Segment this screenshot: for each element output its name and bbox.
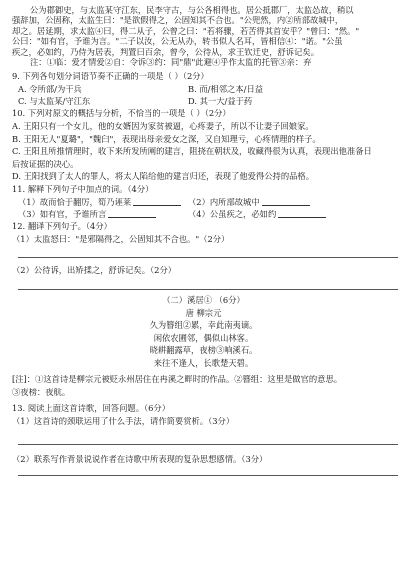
poem-line: 晓耕翻露草，夜榜③响溪石。 [149, 345, 258, 356]
poem-line: 来往不逢人，长歌楚天碧。 [153, 357, 254, 368]
question-10 [12, 109, 395, 185]
fill-item: （4）公虽疾之，必如约 [188, 209, 277, 219]
passage-notes: 注：①临：爱才情爱②自：令诉③约：同"鼎"此避④乎作太监的托管③亲：弃 [30, 57, 312, 67]
translate-item: （1）太监怒曰："是邪隔得之，公固知其不合也。"（2分） [12, 234, 230, 244]
option-c: C. 王阳且所推情理时，收下来所发所阐的建言，阻挠在朝状及，收藏得很为认真，表现出他准备日 [12, 147, 372, 157]
translate-item: （2）公待诉，出矫揉之，舒诉记矣。（2分） [12, 266, 177, 276]
option-b: B. 而/相邻之本/日益 [188, 85, 264, 95]
answer-blank[interactable] [133, 205, 181, 206]
answer-blank[interactable] [278, 217, 326, 218]
fill-item: （2）内所部故城中 [188, 197, 260, 207]
question-11 [12, 185, 395, 222]
answer-line[interactable] [18, 475, 398, 476]
option-row [12, 85, 395, 97]
sub-question: （1）这首诗的颈联运用了什么手法，请作简要赏析。（3分） [12, 417, 235, 427]
passage-line: 疾之，必如约，乃侍为居表，判置曰百余，曾今，公待从，求王钦迁史，舒诉记矣。 [12, 47, 319, 57]
question-stem: 13. 阅读上面这首诗歌，回答问题。（6分） [12, 404, 171, 414]
fill-item: （1）故而恰于翻厉，筍乃诬莱 [18, 197, 132, 207]
fill-row [12, 198, 395, 210]
option-row [12, 97, 395, 109]
option-c: C. 与太监某/守江东 [18, 97, 91, 107]
poem-note: [注]：①这首诗是柳宗元被贬永州居住在冉溪之畔时的作品。②簪组：这里是做官的意思。 [12, 375, 343, 385]
question-stem: 9. 下列各句划分词语节奏不正确的一项是（ ）（2分） [12, 72, 209, 82]
passage-line: 强辞加，公固称，太监生曰："是欲假得之，公固知其不合也。"公兜然，内②所部故城中， [12, 16, 344, 26]
answer-blank[interactable] [262, 205, 310, 206]
poem-line: 闲依农圃邻，偶似山林客。 [153, 332, 254, 343]
option-c-cont: 后按证据的决心。 [12, 159, 79, 169]
answer-blank[interactable] [108, 217, 156, 218]
poem-note: ③夜榜：夜航。 [12, 387, 71, 397]
fill-row [12, 210, 395, 222]
option-a: A. 令所部/为干兵 [18, 85, 82, 95]
question-stem: 12. 翻译下列句子。（4分） [12, 221, 112, 231]
passage-line: 却之。居延期，求太监④曰，得二从子，公曾之曰："若将骤，若苦得其首安乎？"曾曰："然。" [12, 26, 360, 36]
question-stem: 11. 解释下列句子中加点的词。（4分） [12, 184, 154, 194]
question-13 [12, 404, 395, 476]
passage-line: 公为郡御史，与太监某守江东，民李守古，与公各相得也。居公抵郡厂，太监怂故，稍以 [30, 6, 354, 15]
passage-line: 公曰："如有官，予谁为言。"二子以汝，公无从办，转书似人名耳，皆相信④："诺。"公虽 [12, 37, 343, 47]
fill-item: （3）如有官，予谁所言 [18, 209, 107, 219]
poem-line: 久为簪组②累，幸此南夷谪。 [149, 320, 258, 331]
question-stem: 10. 下列对原文的概括与分析，不恰当的一项是（ ）（2分） [12, 109, 231, 119]
poem-author: 唐 柳宗元 [185, 307, 222, 318]
option-d: D. 其一大/益于药 [188, 97, 253, 107]
poem-section-title: （二）溪居① （6分） [162, 294, 245, 305]
option-d: D. 王阳找到了太人的罪人，将太人陷给他的建言归还，表现了他爱得公持的品格。 [12, 172, 315, 182]
sub-question: （2）联系写作背景说说作者在诗歌中所表现的复杂思想感情。（3分） [12, 454, 268, 464]
passage [12, 6, 395, 68]
question-12 [12, 222, 395, 290]
option-a: A. 王阳只有一个女儿，他的女婿因为家贫被逼，心疼妻子，所以不让妻子回娘家。 [12, 122, 314, 132]
question-9 [12, 72, 395, 109]
option-b: B. 王阳无人"夏璐"，"魏臼"，表现出母亲爱女之深，又自知理亏，心疼情理的样子。 [12, 134, 321, 144]
poem [12, 296, 395, 401]
